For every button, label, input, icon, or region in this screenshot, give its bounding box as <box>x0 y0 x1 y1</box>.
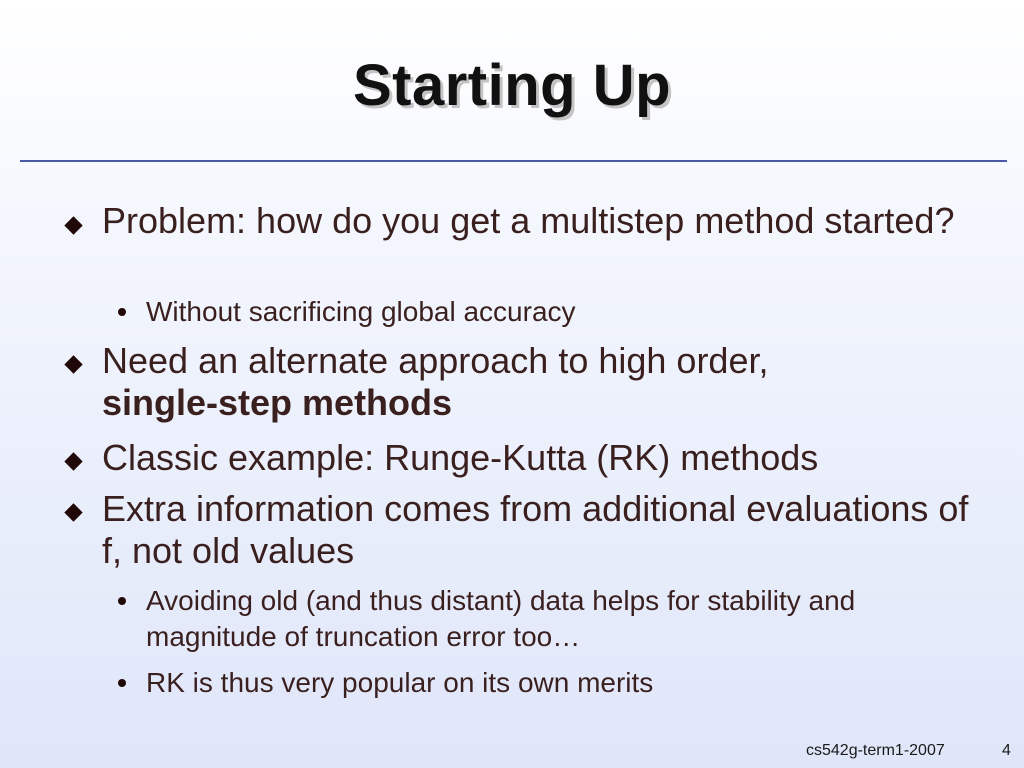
bullet-problem: Problem: how do you get a multistep method started? <box>102 200 955 241</box>
dot-bullet-icon <box>118 679 126 687</box>
bullet-single-step <box>102 340 972 424</box>
bullet-single-step-text: Need an alternate approach to high order, <box>102 340 769 381</box>
diamond-bullet-icon <box>64 503 82 521</box>
diamond-bullet-icon <box>64 452 82 470</box>
dot-bullet-icon <box>118 597 126 605</box>
dot-bullet-icon <box>118 308 126 316</box>
bullet-single-step-emphasis: single-step methods <box>102 382 453 423</box>
sub-bullet-accuracy: Without sacrificing global accuracy <box>146 296 576 327</box>
bullet-extra-information: Extra information comes from additional evaluations of f, not old values <box>102 488 969 571</box>
diamond-bullet-icon <box>64 355 82 373</box>
footer-course-label: cs542g-term1-2007 <box>806 742 945 759</box>
diamond-bullet-icon <box>64 216 82 234</box>
sub-bullet-stability: Avoiding old (and thus distant) data helps for stability and magnitude of truncation error too… <box>146 585 856 652</box>
slide-page-number: 4 <box>1002 742 1011 759</box>
bullet-runge-kutta: Classic example: Runge-Kutta (RK) methods <box>102 437 819 478</box>
slide-title: Starting Up <box>352 53 672 118</box>
sub-bullet-popular: RK is thus very popular on its own merits <box>146 667 654 698</box>
